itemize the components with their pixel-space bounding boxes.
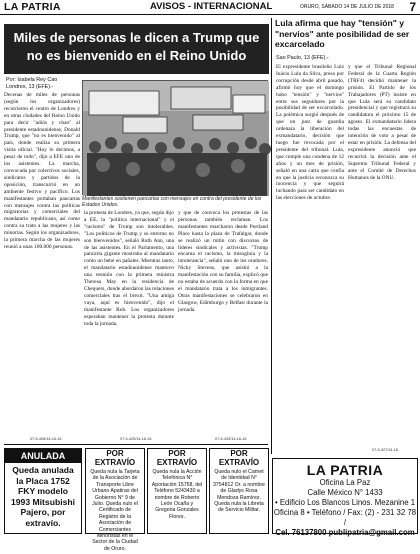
extravio-ad-3: [209, 448, 269, 534]
protest-photo-illustration: [83, 81, 269, 196]
anulada-ad-title: ANULADA: [5, 449, 81, 463]
page-number: 7: [409, 0, 416, 14]
newspaper-logo: LA PATRIA: [4, 1, 61, 13]
side-article-col-1: El expresidente brasileño Luiz Inácio Lula da Silva, preso por corrupción desde abril pasado, afirmó hoy que el domingo hubo "tensión" y "nervios" entre sus seguidores por la posibilidad de ser excarcelado. La polémica surgió después de que un juez de guardia ordenara la liberación del exmandatario, decisión que luego fue revocada por el presidente del tribunal. Lula, que cumple una condena de 12 años y un mes de prisión, señaló en una carta que confía en que la justicia reconozca su inocencia y que seguirá luchando para ser candidato en las elecciones de octubre.: [276, 64, 344, 202]
print-code-2: 07-5-425/14-16-16: [120, 437, 152, 441]
main-headline-line-2: no es bienvenido en el Reino Unido: [26, 48, 247, 63]
la-patria-office-ad: [272, 458, 418, 537]
office-ad-title: LA PATRIA: [306, 462, 384, 478]
main-byline-dateline: Londres, 13 (EFE).-: [6, 83, 54, 90]
extravio-ad-1: [85, 448, 145, 552]
extravio-ad-2-title: POR EXTRAVÍO: [156, 449, 198, 467]
main-article-col-1: Decenas de miles de personas (según los organizadores) recorrieron el centro de Londres y en otras ciudades del Reino Unido para decir "adiós y chao" al presidente estadounidense, Donald Trump, que "no es bienvenido" al país, donde realiza su primera visita oficial. "Hoy lo decimos, a pesar de todo", dijo a EFE uno de los asistentes. La marcha, convocada por colectivos sociales, sindicatos y partidos de la oposición, transcurrió en un ambiente festivo y pacífico. Los manifestantes portaban pancartas con mensajes contra las políticas migratorias y comerciales del mandatario republicano, así como contra su trato a las mujeres y las minorías. Según los organizadores, la primera marcha de las mujeres reunió a unas 100.000 personas.: [4, 92, 80, 250]
print-code-4: 07-5-427/14-16: [372, 448, 398, 452]
extravio-ad-3-title: POR EXTRAVÍO: [218, 449, 260, 467]
main-article-col-2: la protesta de Londres, ya que, según dijo a EE, la "política internacional" y el "racismo" de Trump son intolerables. "Los políticos de Trump y su entorno no son bienvenidos", señaló Ruth Ann, una de las asistentes. En el Parlamento, una pancarta gigante mostraba al mandatario como un bebé en pañales. Mientras tanto, el mandatario estadounidense mantuvo una reunión con la primera ministra Theresa May en la residencia de Chequers, donde abordaron las relaciones comerciales tras el brexit. "Una amiga vaya, aquí es bienvenido", dijo el manifestante Rob. Los organizadores esperaban mantener la protesta durante toda la jornada.: [84, 210, 174, 327]
anulada-ad-body: Queda anulada la Placa 1752 FKY modelo 1993 Mitsubishi Pajero, por extravío.: [11, 465, 75, 528]
office-ad-phone: Oficina 8 • Teléfono / Fax: (2) - 231 32 78 /: [273, 508, 417, 527]
office-ad-street: Calle México N° 1433: [307, 488, 383, 497]
office-ad-city: Oficina La Paz: [319, 478, 371, 487]
masthead: [0, 0, 420, 15]
extravio-ad-3-body: Queda nulo el Carnet de Identidad N° 3754812 Or. a nombre de Gladys Rosa Mendoza Ramírez. Queda nula la Libreta de Servicio Militar.: [213, 469, 265, 514]
extravio-ad-2-body: Queda nula la Acción Telefónica N° Aportación 15758, del Teléfono 5243430 a nombre de Roberto León Ocaña y Gregoria Gonzales Flores.: [151, 469, 203, 520]
office-ad-building: • Edificio Los Blancos Linos. Mezanine 1: [274, 498, 416, 507]
section-title: AVISOS - INTERNACIONAL: [150, 1, 273, 12]
main-headline-line-1: Miles de personas le dicen a Trump que: [13, 30, 260, 45]
main-headline-box: [4, 24, 269, 74]
extravio-ad-1-body: Queda nula la Tarjeta de la Asociación de Transporte Libre Urbano Apatiras del Gobierno N° 9 de Julio. Queda nulo el Certificado de Registro de la Asociación de Comerciantes Minoristas en el Sector de la Ciudad de Oruro.: [90, 469, 140, 552]
side-headline: Lula afirma que hay "tensión" y "nervios" ante posibilidad de ser excarcelado: [275, 18, 410, 49]
office-ad-contact: Cel. 76137800 publipatria@gmail.com: [275, 528, 415, 537]
extravio-ad-2: [147, 448, 207, 534]
issue-date: ORURO, SÁBADO 14 DE JULIO DE 2018: [300, 4, 394, 10]
print-code-3: 07-5-433/14-16-16: [215, 437, 247, 441]
ads-top-rule: [4, 444, 268, 445]
main-byline-author: Por: Isabela Rey Cao: [6, 77, 58, 83]
main-article-col-3: y que de convoca los protestas de las personas también reclaman. Los manifestantes marcharon desde Portland Place hasta la plaza de Trafalgar, donde se realizó un mitin con discursos de líderes sindicales y activistas. "Trump encarna el racismo, la misoginia y la intolerancia", señaló uno de los oradores. Nicky Stevens, que asistió a la manifestación con su familia, explicó que no estaba de acuerdo con la forma en que el mandatario trata a los inmigrantes. Otras manifestaciones se celebraron en Glasgow, Edimburgo y Belfast durante la jornada.: [178, 210, 268, 313]
extravio-ad-1-title: POR EXTRAVÍO: [94, 449, 136, 467]
side-article-col-2: y que el Tribunal Regional Federal de la Cuarta Región (TRF4) decidió mantener la prisión. El Partido de los Trabajadores (PT) insiste en que Lula será su candidato presidencial y que registrará su candidatura el próximo 15 de agosto. El exmandatario lidera todas las encuestas de intención de voto a pesar de estar en prisión. La defensa del expresidente anunció que recurrirá la decisión ante el Supremo Tribunal Federal y ante el Comité de Derechos Humanos de la ONU.: [348, 64, 416, 181]
column-divider: [271, 18, 272, 454]
print-code-1: 07-5-406/14-16-16: [30, 437, 62, 441]
protest-photo: [82, 80, 268, 195]
photo-caption: Manifestantes sostienen pancartas con mensajes en contra del presidente de los Estados Unidos.: [82, 196, 262, 208]
side-byline: Sao Paulo, 13 (EFE).-: [276, 55, 329, 61]
anulada-ad: [4, 448, 82, 534]
main-byline: [6, 77, 78, 90]
